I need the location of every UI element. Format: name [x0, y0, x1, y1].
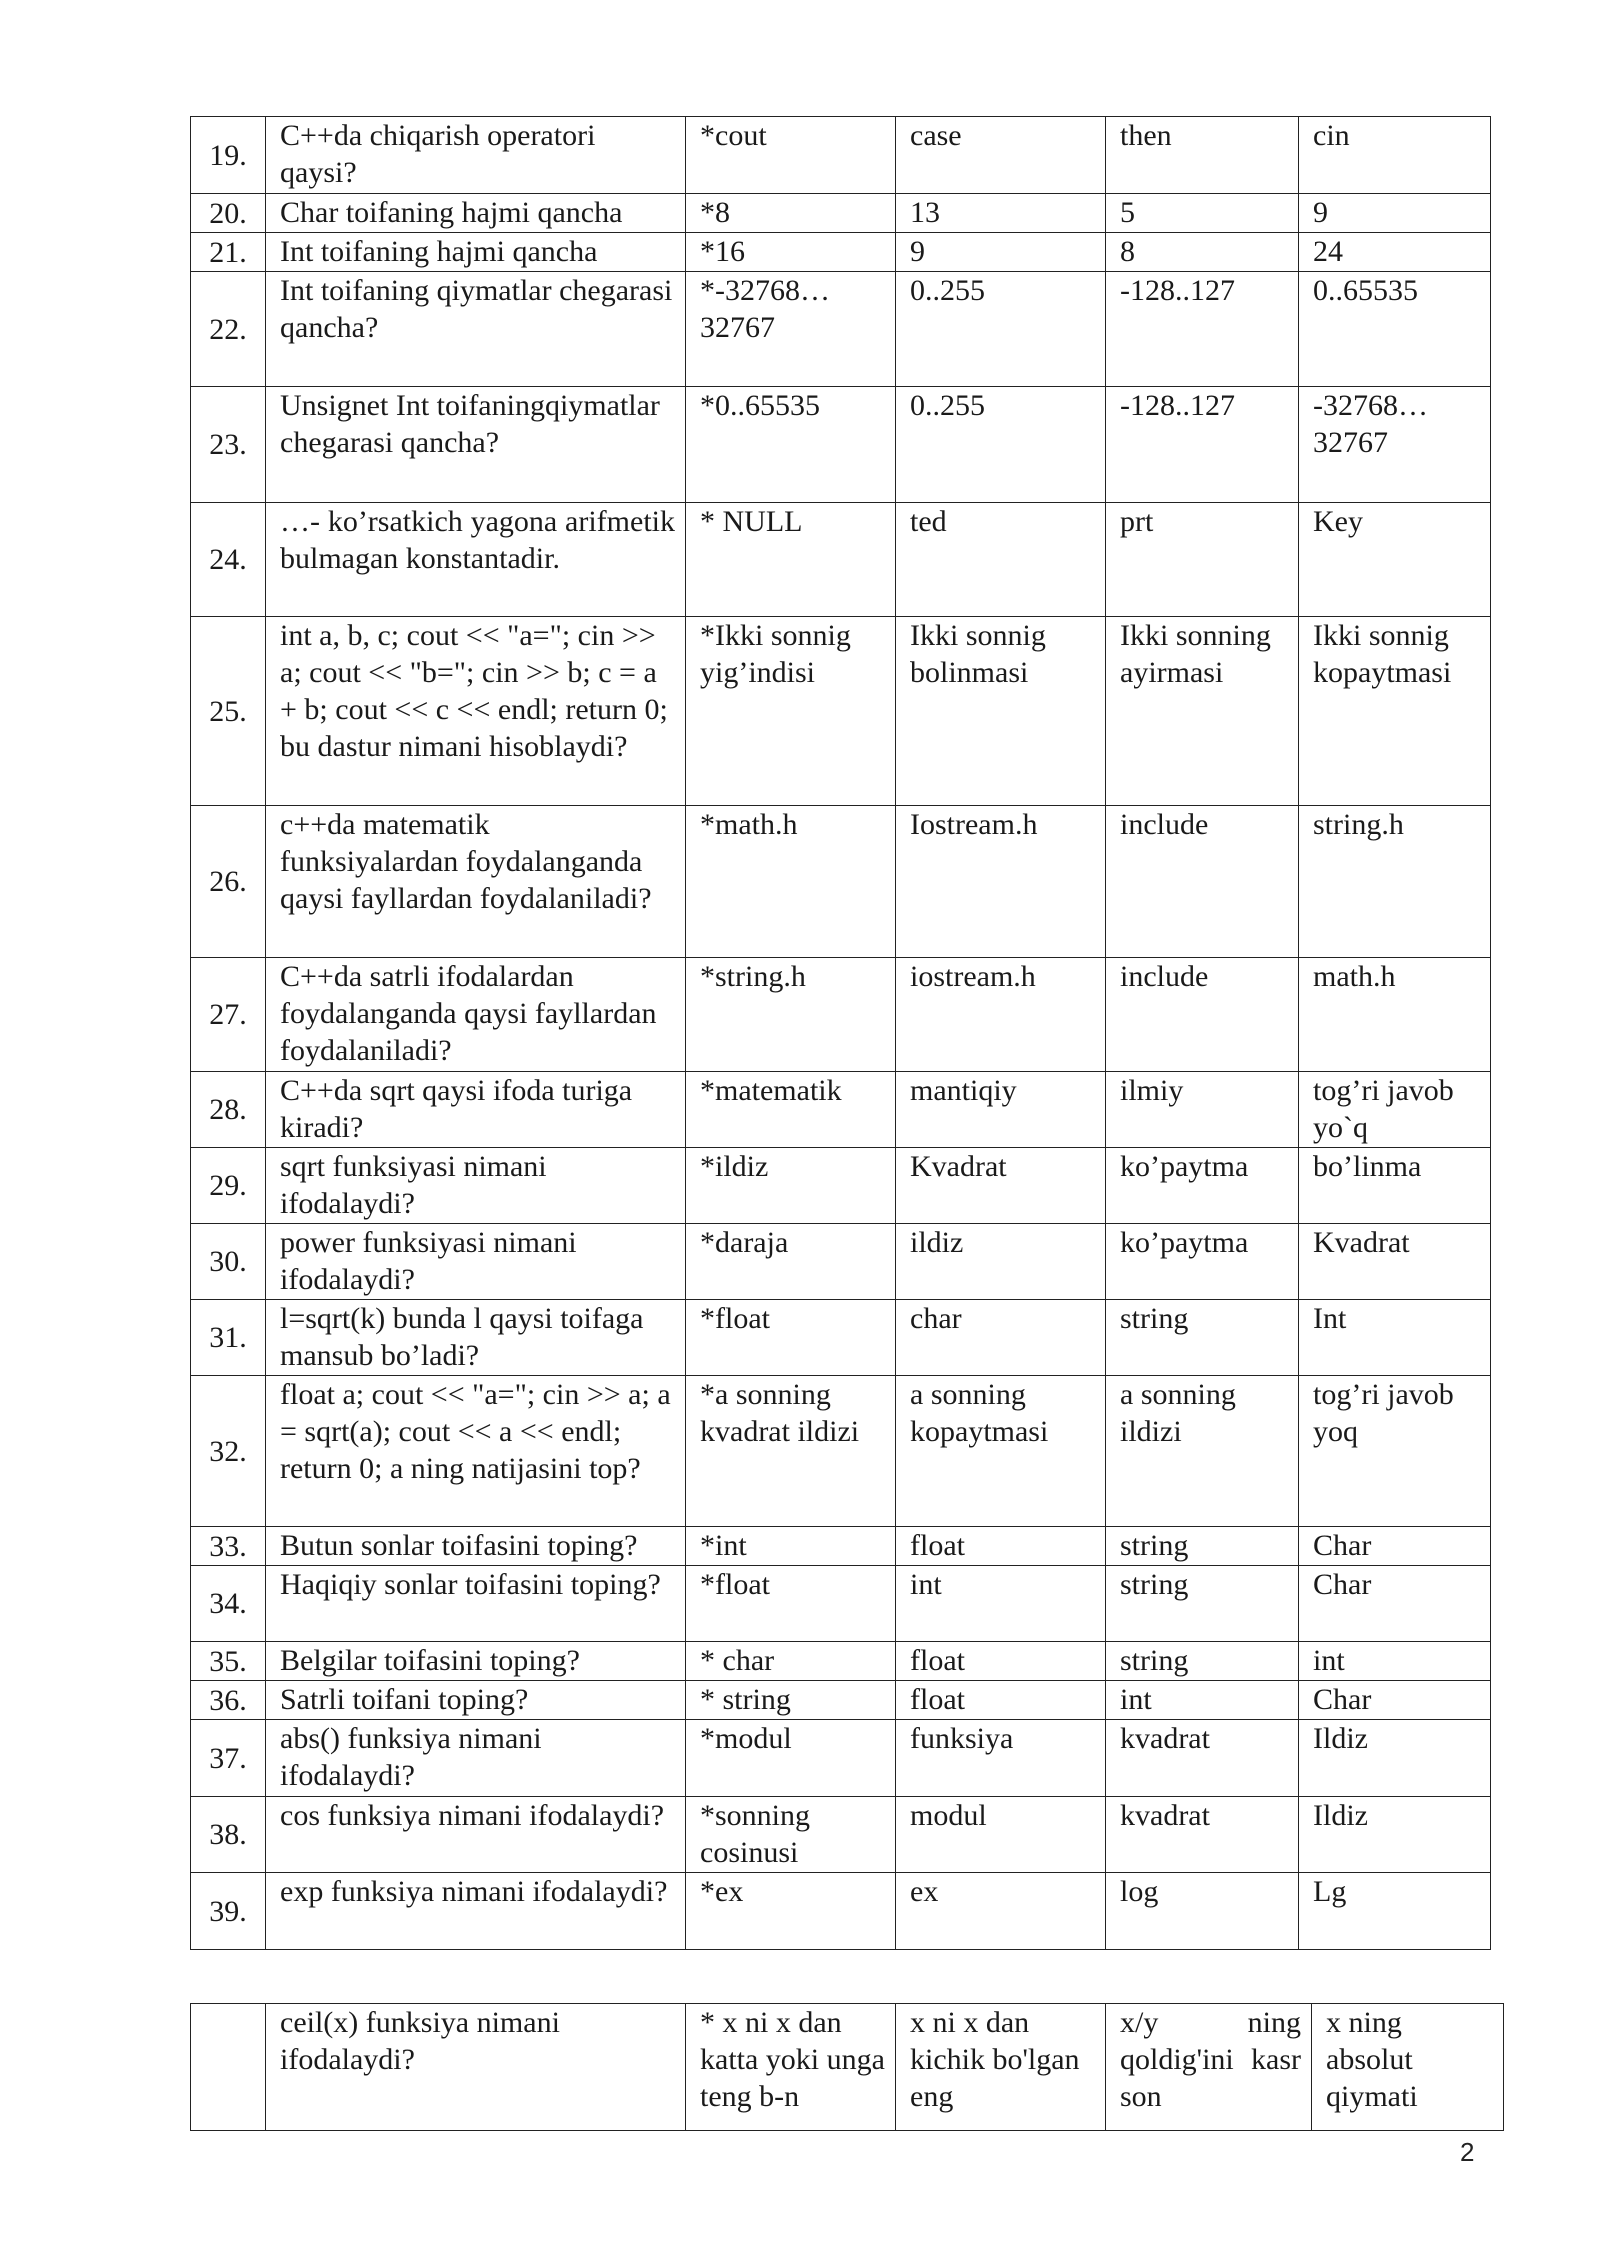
answer-option-c: kvadrat: [1106, 1720, 1299, 1797]
answer-correct: *16: [686, 233, 896, 272]
answer-option-c: int: [1106, 1681, 1299, 1720]
question-number: 28.: [191, 1072, 266, 1148]
answer-correct: * string: [686, 1681, 896, 1720]
quiz-table: [190, 116, 1491, 1950]
table-row: [191, 958, 1491, 1072]
question-number: 39.: [191, 1873, 266, 1950]
answer-option-d: x ning absolut qiymati: [1312, 2004, 1504, 2131]
answer-option-c: string: [1106, 1527, 1299, 1566]
answer-option-d: int: [1299, 1642, 1491, 1681]
question-text: Satrli toifani toping?: [266, 1681, 686, 1720]
question-text: C++da sqrt qaysi ifoda turiga kiradi?: [266, 1072, 686, 1148]
answer-option-c: string: [1106, 1300, 1299, 1376]
table-row: [191, 1720, 1491, 1797]
answer-option-c: include: [1106, 806, 1299, 958]
answer-correct: *modul: [686, 1720, 896, 1797]
question-number: 29.: [191, 1148, 266, 1224]
answer-option-d: bo’linma: [1299, 1148, 1491, 1224]
answer-option-d: Char: [1299, 1681, 1491, 1720]
answer-option-b: case: [896, 117, 1106, 194]
table-row: [191, 194, 1491, 233]
table-row: [191, 1527, 1491, 1566]
table-row: [191, 1224, 1491, 1300]
answer-option-b: float: [896, 1681, 1106, 1720]
question-number: 31.: [191, 1300, 266, 1376]
question-text: Butun sonlar toifasini toping?: [266, 1527, 686, 1566]
answer-option-d: Kvadrat: [1299, 1224, 1491, 1300]
answer-correct: *a sonning kvadrat ildizi: [686, 1376, 896, 1527]
answer-option-b: 0..255: [896, 272, 1106, 387]
answer-correct: *ildiz: [686, 1148, 896, 1224]
question-number: 36.: [191, 1681, 266, 1720]
answer-option-d: math.h: [1299, 958, 1491, 1072]
answer-option-d: string.h: [1299, 806, 1491, 958]
question-number: 38.: [191, 1797, 266, 1873]
answer-option-c: a sonning ildizi: [1106, 1376, 1299, 1527]
question-number: 33.: [191, 1527, 266, 1566]
question-number: 34.: [191, 1566, 266, 1642]
answer-correct: *float: [686, 1300, 896, 1376]
question-text: Haqiqiy sonlar toifasini toping?: [266, 1566, 686, 1642]
answer-correct: *daraja: [686, 1224, 896, 1300]
question-number: 24.: [191, 503, 266, 617]
answer-correct: *-32768…32767: [686, 272, 896, 387]
answer-option-c: 5: [1106, 194, 1299, 233]
quiz-table-body: [191, 117, 1491, 1950]
answer-option-d: 24: [1299, 233, 1491, 272]
answer-option-b: modul: [896, 1797, 1106, 1873]
question-text: C++da chiqarish operatori qaysi?: [266, 117, 686, 194]
table-row: [191, 387, 1491, 503]
question-number: 20.: [191, 194, 266, 233]
answer-correct: * char: [686, 1642, 896, 1681]
answer-correct: *ex: [686, 1873, 896, 1950]
table-row: [191, 1642, 1491, 1681]
table-row: [191, 1681, 1491, 1720]
question-text: cos funksiya nimani ifodalaydi?: [266, 1797, 686, 1873]
answer-option-b: float: [896, 1642, 1106, 1681]
answer-option-c: x/y ning qoldig'ini kasr son: [1106, 2004, 1312, 2131]
answer-option-b: Kvadrat: [896, 1148, 1106, 1224]
answer-option-b: 0..255: [896, 387, 1106, 503]
table-row: [191, 272, 1491, 387]
answer-option-c: ilmiy: [1106, 1072, 1299, 1148]
table-row: [191, 2004, 1504, 2131]
answer-option-c: 8: [1106, 233, 1299, 272]
answer-option-b: char: [896, 1300, 1106, 1376]
answer-option-b: Iostream.h: [896, 806, 1106, 958]
answer-correct: *string.h: [686, 958, 896, 1072]
question-number: 21.: [191, 233, 266, 272]
answer-option-b: int: [896, 1566, 1106, 1642]
answer-option-b: ted: [896, 503, 1106, 617]
answer-option-c: prt: [1106, 503, 1299, 617]
question-number: 30.: [191, 1224, 266, 1300]
answer-option-c: log: [1106, 1873, 1299, 1950]
question-text: exp funksiya nimani ifodalaydi?: [266, 1873, 686, 1950]
table-row: [191, 1072, 1491, 1148]
table-row: [191, 806, 1491, 958]
answer-option-b: Ikki sonnig bolinmasi: [896, 617, 1106, 806]
answer-option-d: Ildiz: [1299, 1720, 1491, 1797]
question-number: 32.: [191, 1376, 266, 1527]
question-text: abs() funksiya nimani ifodalaydi?: [266, 1720, 686, 1797]
table-row: [191, 117, 1491, 194]
answer-option-d: Ildiz: [1299, 1797, 1491, 1873]
answer-option-d: -32768…32767: [1299, 387, 1491, 503]
answer-option-b: ildiz: [896, 1224, 1106, 1300]
answer-option-b: iostream.h: [896, 958, 1106, 1072]
question-text: Char toifaning hajmi qancha: [266, 194, 686, 233]
answer-correct: * NULL: [686, 503, 896, 617]
answer-option-b: a sonning kopaytmasi: [896, 1376, 1106, 1527]
answer-option-b: 9: [896, 233, 1106, 272]
question-text: C++da satrli ifodalardan foydalanganda qaysi fayllardan foydalaniladi?: [266, 958, 686, 1072]
answer-option-d: 0..65535: [1299, 272, 1491, 387]
question-number: 26.: [191, 806, 266, 958]
answer-option-c: -128..127: [1106, 387, 1299, 503]
question-number: 27.: [191, 958, 266, 1072]
answer-correct: *cout: [686, 117, 896, 194]
answer-option-c: include: [1106, 958, 1299, 1072]
answer-correct: *int: [686, 1527, 896, 1566]
answer-option-c: string: [1106, 1566, 1299, 1642]
answer-correct: * x ni x dan katta yoki unga teng b-n: [686, 2004, 896, 2131]
question-text: float a; cout << "a="; cin >> a; a = sqrt(a); cout << a << endl; return 0; a ning natijasini top?: [266, 1376, 686, 1527]
answer-option-d: tog’ri javob yo`q: [1299, 1072, 1491, 1148]
question-text: Int toifaning qiymatlar chegarasi qancha?: [266, 272, 686, 387]
question-text: Int toifaning hajmi qancha: [266, 233, 686, 272]
answer-option-c: kvadrat: [1106, 1797, 1299, 1873]
table-row: [191, 503, 1491, 617]
table-row: [191, 1376, 1491, 1527]
answer-option-d: tog’ri javob yoq: [1299, 1376, 1491, 1527]
question-text: sqrt funksiyasi nimani ifodalaydi?: [266, 1148, 686, 1224]
table-row: [191, 1300, 1491, 1376]
answer-option-b: funksiya: [896, 1720, 1106, 1797]
question-number: 22.: [191, 272, 266, 387]
question-number: [191, 2004, 266, 2131]
question-number: 23.: [191, 387, 266, 503]
question-text: Unsignet Int toifaningqiymatlar chegarasi qancha?: [266, 387, 686, 503]
answer-option-b: 13: [896, 194, 1106, 233]
answer-option-c: ko’paytma: [1106, 1224, 1299, 1300]
answer-correct: *sonning cosinusi: [686, 1797, 896, 1873]
answer-option-b: ex: [896, 1873, 1106, 1950]
question-text: int a, b, c; cout << "a="; cin >> a; cout << "b="; cin >> b; c = a + b; cout << c << endl; return 0; bu dastur nimani hisoblaydi?: [266, 617, 686, 806]
answer-option-b: float: [896, 1527, 1106, 1566]
question-number: 19.: [191, 117, 266, 194]
table-row: [191, 1566, 1491, 1642]
question-text: Belgilar toifasini toping?: [266, 1642, 686, 1681]
answer-correct: *math.h: [686, 806, 896, 958]
answer-option-d: 9: [1299, 194, 1491, 233]
question-text: ceil(x) funksiya nimani ifodalaydi?: [266, 2004, 686, 2131]
answer-option-d: Ikki sonnig kopaytmasi: [1299, 617, 1491, 806]
answer-option-c: ko’paytma: [1106, 1148, 1299, 1224]
question-number: 37.: [191, 1720, 266, 1797]
question-text: l=sqrt(k) bunda l qaysi toifaga mansub bo’ladi?: [266, 1300, 686, 1376]
question-number: 25.: [191, 617, 266, 806]
answer-option-b: x ni x dan kichik bo'lgan eng: [896, 2004, 1106, 2131]
question-number: 35.: [191, 1642, 266, 1681]
answer-option-d: Char: [1299, 1527, 1491, 1566]
page-number: 2: [1460, 2137, 1475, 2167]
answer-correct: *8: [686, 194, 896, 233]
answer-option-d: cin: [1299, 117, 1491, 194]
extra-question-table: [190, 2003, 1504, 2131]
answer-option-d: Key: [1299, 503, 1491, 617]
answer-option-d: Char: [1299, 1566, 1491, 1642]
question-text: c++da matematik funksiyalardan foydalanganda qaysi fayllardan foydalaniladi?: [266, 806, 686, 958]
answer-correct: *matematik: [686, 1072, 896, 1148]
answer-option-b: mantiqiy: [896, 1072, 1106, 1148]
answer-option-d: Int: [1299, 1300, 1491, 1376]
answer-option-c: Ikki sonning ayirmasi: [1106, 617, 1299, 806]
answer-option-c: -128..127: [1106, 272, 1299, 387]
table-row: [191, 1148, 1491, 1224]
table-row: [191, 617, 1491, 806]
question-text: power funksiyasi nimani ifodalaydi?: [266, 1224, 686, 1300]
table-row: [191, 1797, 1491, 1873]
answer-option-c: string: [1106, 1642, 1299, 1681]
answer-correct: *0..65535: [686, 387, 896, 503]
question-text: …- ko’rsatkich yagona arifmetik bulmagan konstantadir.: [266, 503, 686, 617]
table-row: [191, 233, 1491, 272]
answer-correct: *float: [686, 1566, 896, 1642]
answer-option-d: Lg: [1299, 1873, 1491, 1950]
answer-correct: *Ikki sonnig yig’indisi: [686, 617, 896, 806]
table-row: [191, 1873, 1491, 1950]
answer-option-c: then: [1106, 117, 1299, 194]
